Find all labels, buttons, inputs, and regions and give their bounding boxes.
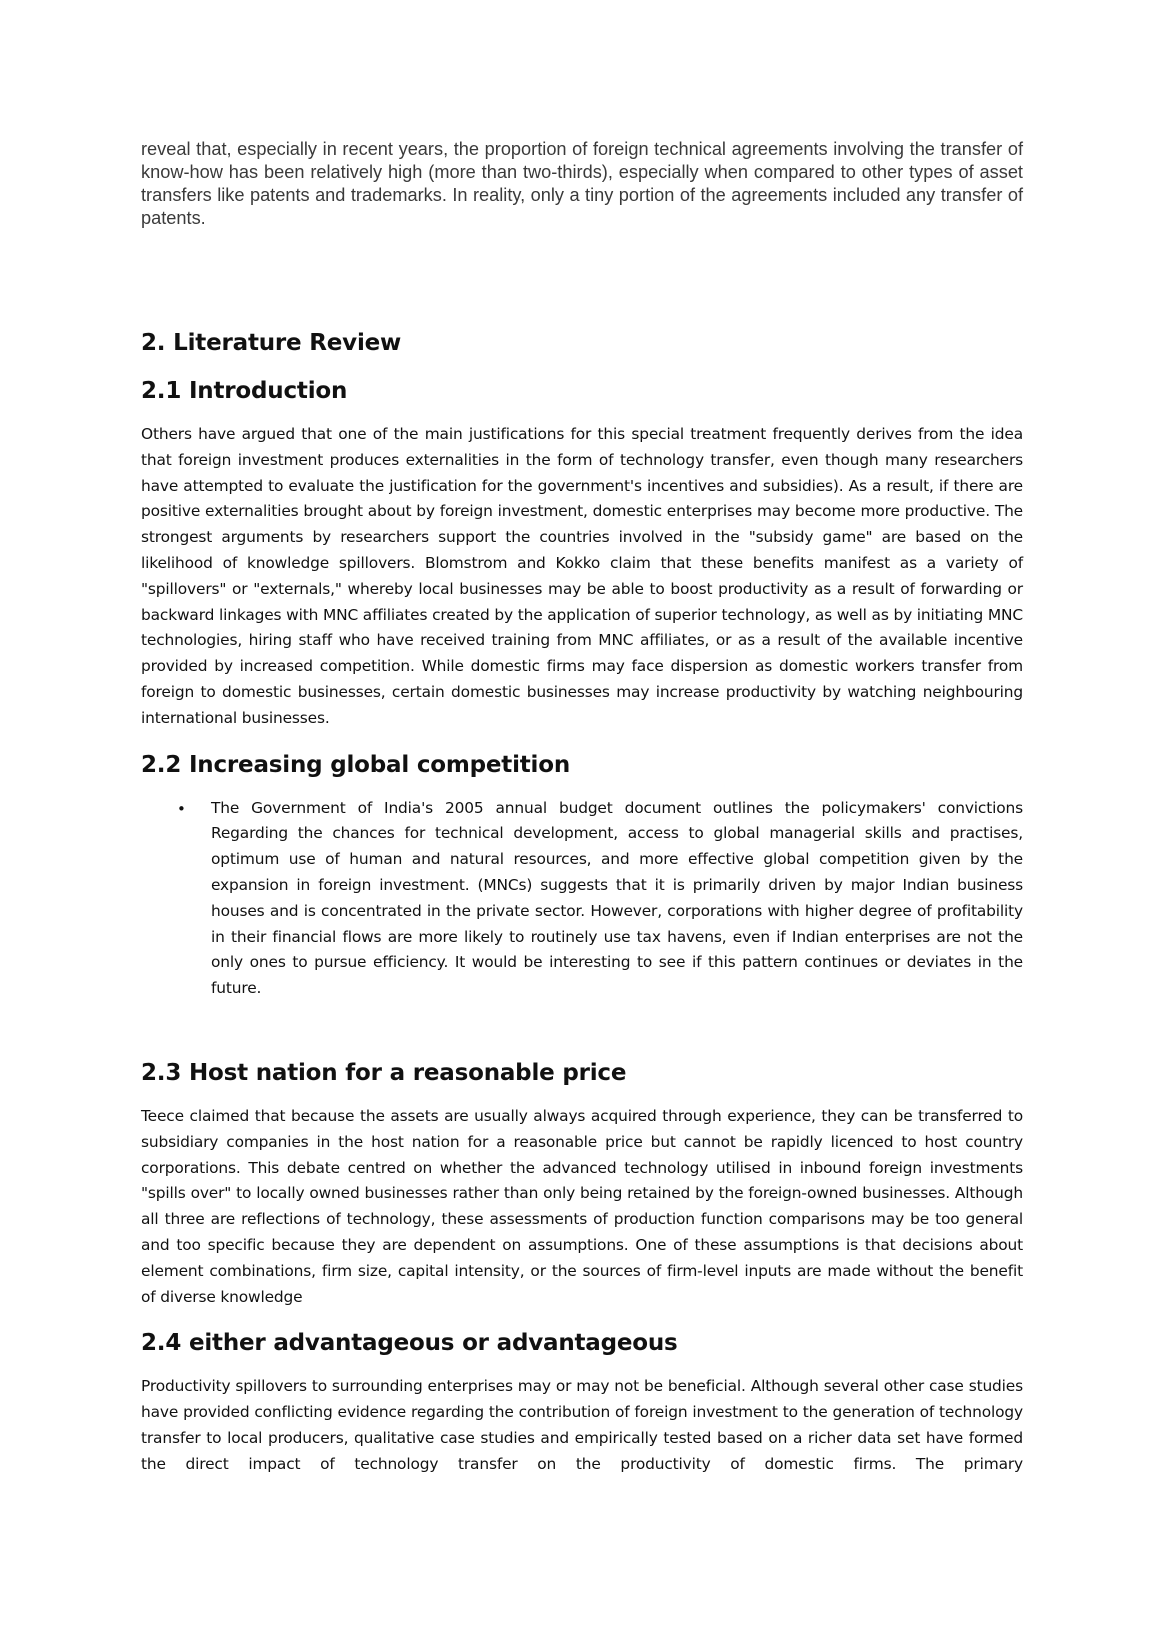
introduction-paragraph: Others have argued that one of the main justifications for this special treatment frequently derives from the idea that foreign investment produces externalities in the form of technology transfer, even though many researchers have attempted to evaluate the justification for the government's incentives and subsidies). As a result, if there are positive externalities brought about by foreign investment, domestic enterprises may become more productive. The strongest arguments by researchers support the countries involved in the "subsidy game" are based on the likelihood of knowledge spillovers. Blomstrom and Kokko claim that these benefits manifest as a variety of "spillovers" or "externals," whereby local businesses may be able to boost productivity as a result of forwarding or backward linkages with MNC affiliates created by the application of superior technology, as well as by initiating MNC technologies, hiring staff who have received training from MNC affiliates, or as a result of the available incentive provided by increased competition. While domestic firms may face dispersion as domestic workers transfer from foreign to domestic businesses, certain domestic businesses may increase productivity by watching neighbouring international businesses. [141, 425, 1023, 727]
intro-paragraph: reveal that, especially in recent years, the proportion of foreign technical agreements involving the transfer of know-how has been relatively high (more than two-thirds), especially when compared to other types of asset transfers like patents and trademarks. In reality, only a tiny portion of the agreements included any transfer of patents. [141, 139, 1023, 228]
bullet-list [141, 796, 1023, 1002]
bullet-icon: • [177, 799, 186, 818]
global-competition-bullet-text: The Government of India's 2005 annual budget document outlines the policymakers' convictions Regarding the chances for technical development, access to global managerial skills and practises, optimum use of human and natural resources, and more effective global competition given by the expansion in foreign investment. (MNCs) suggests that it is primarily driven by major Indian business houses and is concentrated in the private sector. However, corporations with higher degree of profitability in their financial flows are more likely to routinely use tax havens, even if Indian enterprises are not the only ones to pursue efficiency. It would be interesting to see if this pattern continues or deviates in the future. [211, 798, 1023, 998]
list-item [141, 796, 1023, 1002]
advantageous-paragraph: Productivity spillovers to surrounding enterprises may or may not be beneficial. Although several other case studies have provided conflicting evidence regarding the contribution of foreign investment to the generation of technology transfer to local producers, qualitative case studies and empirically tested based on a richer data set have formed the direct impact of technology transfer on the productivity of domestic firms. The primary [141, 1377, 1023, 1473]
section-heading-host-nation: 2.3 Host nation for a reasonable price [141, 1059, 627, 1086]
section-heading-global-competition: 2.2 Increasing global competition [141, 751, 571, 778]
document-page [141, 138, 1023, 1478]
section-heading-literature-review: 2. Literature Review [141, 330, 402, 356]
host-nation-paragraph: Teece claimed that because the assets are usually always acquired through experience, they can be transferred to subsidiary companies in the host nation for a reasonable price but cannot be rapidly licenced to host country corporations. This debate centred on whether the advanced technology utilised in inbound foreign investments "spills over" to locally owned businesses rather than only being retained by the foreign-owned businesses. Although all three are reflections of technology, these assessments of production function comparisons may be too general and too specific because they are dependent on assumptions. One of these assumptions is that decisions about element combinations, firm size, capital intensity, or the sources of firm-level inputs are made without the benefit of diverse knowledge [141, 1106, 1023, 1306]
section-heading-advantageous: 2.4 either advantageous or advantageous [141, 1330, 678, 1357]
section-heading-introduction: 2.1 Introduction [141, 378, 348, 404]
